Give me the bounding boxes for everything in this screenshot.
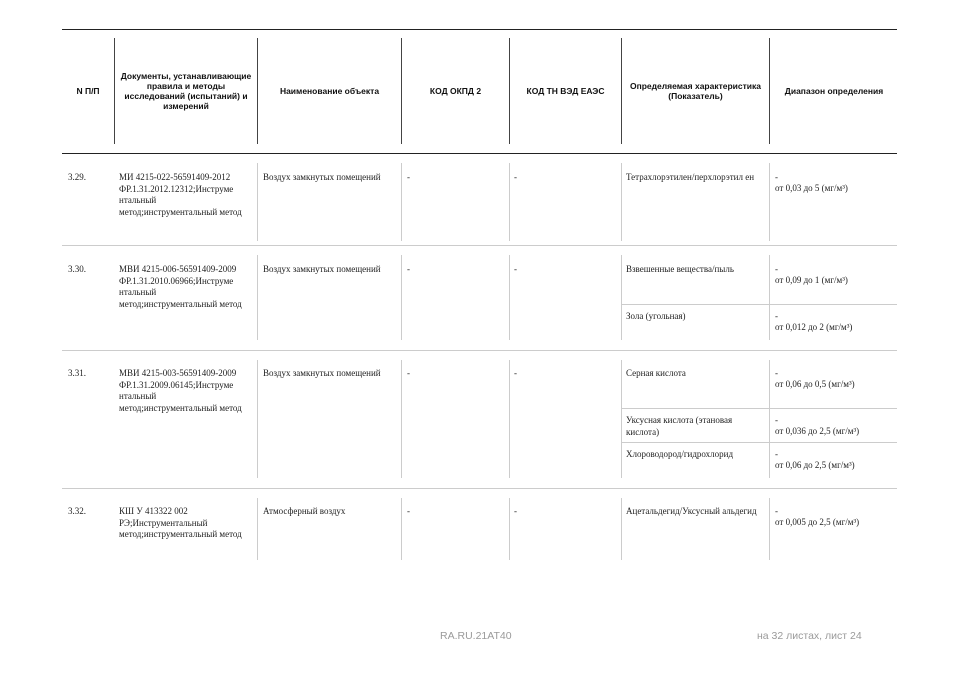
cell-divider — [257, 498, 258, 560]
object-name: Воздух замкнутых помещений — [263, 264, 381, 274]
method-document: МВИ 4215-003-56591409-2009 ФР.1.31.2009.06145;Инструме нтальный метод;инструментальный метод — [119, 368, 242, 413]
cell-divider — [769, 360, 770, 478]
range-dash: - — [775, 172, 778, 182]
range-value: от 0,005 до 2,5 (мг/м³) — [775, 517, 860, 527]
range-dash: - — [775, 506, 778, 516]
cell-divider — [509, 360, 510, 478]
header-divider — [769, 38, 770, 144]
range-value: от 0,06 до 2,5 (мг/м³) — [775, 460, 855, 470]
cell-divider — [509, 255, 510, 340]
header-divider — [621, 38, 622, 144]
header-divider — [509, 38, 510, 144]
range-dash: - — [775, 311, 778, 321]
document-id: RA.RU.21AT40 — [440, 630, 512, 642]
header-divider — [401, 38, 402, 144]
cell-divider — [621, 360, 622, 478]
column-header-tnved: КОД ТН ВЭД ЕАЭС — [526, 86, 605, 96]
cell-divider — [257, 360, 258, 478]
column-header-object: Наименование объекта — [279, 86, 380, 96]
characteristic: Взвешенные вещества/пыль — [626, 264, 734, 274]
row-number: 3.30. — [68, 264, 86, 274]
characteristic: Ацетальдегид/Уксусный альдегид — [626, 506, 757, 516]
object-name: Воздух замкнутых помещений — [263, 368, 381, 378]
characteristic: Уксусная кислота (этановая кислота) — [626, 415, 733, 437]
cell-divider — [509, 163, 510, 241]
range-dash: - — [775, 415, 778, 425]
characteristic: Тетрахлорэтилен/перхлорэтил ен — [626, 172, 755, 182]
row-number: 3.32. — [68, 506, 86, 516]
object-name: Атмосферный воздух — [263, 506, 346, 516]
method-document: КШ У 413322 002 РЭ;Инструментальный метод;инструментальный метод — [119, 506, 242, 539]
characteristic: Зола (угольная) — [626, 311, 686, 321]
row-number: 3.29. — [68, 172, 86, 182]
range-dash: - — [775, 368, 778, 378]
okpd-code: - — [407, 506, 410, 516]
cell-divider — [401, 163, 402, 241]
range-value: от 0,06 до 0,5 (мг/м³) — [775, 379, 855, 389]
sub-row-separator — [621, 408, 897, 409]
okpd-code: - — [407, 264, 410, 274]
cell-divider — [769, 498, 770, 560]
header-divider — [257, 38, 258, 144]
sub-row-separator — [621, 304, 897, 305]
okpd-code: - — [407, 368, 410, 378]
characteristic: Хлороводород/гидрохлорид — [626, 449, 734, 459]
cell-divider — [769, 163, 770, 241]
row-separator — [62, 245, 897, 246]
page-info: на 32 листах, лист 24 — [757, 630, 862, 642]
cell-divider — [621, 498, 622, 560]
cell-divider — [257, 255, 258, 340]
column-header-number: N П/П — [76, 86, 100, 96]
row-number: 3.31. — [68, 368, 86, 378]
column-header-range: Диапазон определения — [784, 86, 884, 96]
cell-divider — [401, 360, 402, 478]
header-top-rule — [62, 29, 897, 30]
okpd-code: - — [407, 172, 410, 182]
cell-divider — [257, 163, 258, 241]
tnved-code: - — [514, 264, 517, 274]
row-separator — [62, 350, 897, 351]
characteristic: Серная кислота — [626, 368, 686, 378]
column-header-documents: Документы, устанавливающие правила и методы исследований (испытаний) и измерений — [120, 71, 252, 111]
cell-divider — [401, 255, 402, 340]
cell-divider — [621, 255, 622, 340]
column-header-characteristic: Определяемая характеристика (Показатель) — [629, 81, 762, 101]
row-separator — [62, 488, 897, 489]
sub-row-separator — [621, 442, 897, 443]
tnved-code: - — [514, 368, 517, 378]
cell-divider — [401, 498, 402, 560]
column-header-okpd: КОД ОКПД 2 — [429, 86, 482, 96]
range-value: от 0,03 до 5 (мг/м³) — [775, 183, 848, 193]
header-divider — [114, 38, 115, 144]
header-bottom-rule — [62, 153, 897, 154]
cell-divider — [769, 255, 770, 340]
method-document: МВИ 4215-006-56591409-2009 ФР.1.31.2010.06966;Инструме нтальный метод;инструментальный метод — [119, 264, 242, 309]
range-value: от 0,036 до 2,5 (мг/м³) — [775, 426, 860, 436]
method-document: МИ 4215-022-56591409-2012 ФР.1.31.2012.12312;Инструме нтальный метод;инструментальный метод — [119, 172, 242, 217]
range-value: от 0,09 до 1 (мг/м³) — [775, 275, 848, 285]
tnved-code: - — [514, 172, 517, 182]
cell-divider — [621, 163, 622, 241]
range-dash: - — [775, 449, 778, 459]
range-value: от 0,012 до 2 (мг/м³) — [775, 322, 853, 332]
range-dash: - — [775, 264, 778, 274]
object-name: Воздух замкнутых помещений — [263, 172, 381, 182]
tnved-code: - — [514, 506, 517, 516]
cell-divider — [509, 498, 510, 560]
